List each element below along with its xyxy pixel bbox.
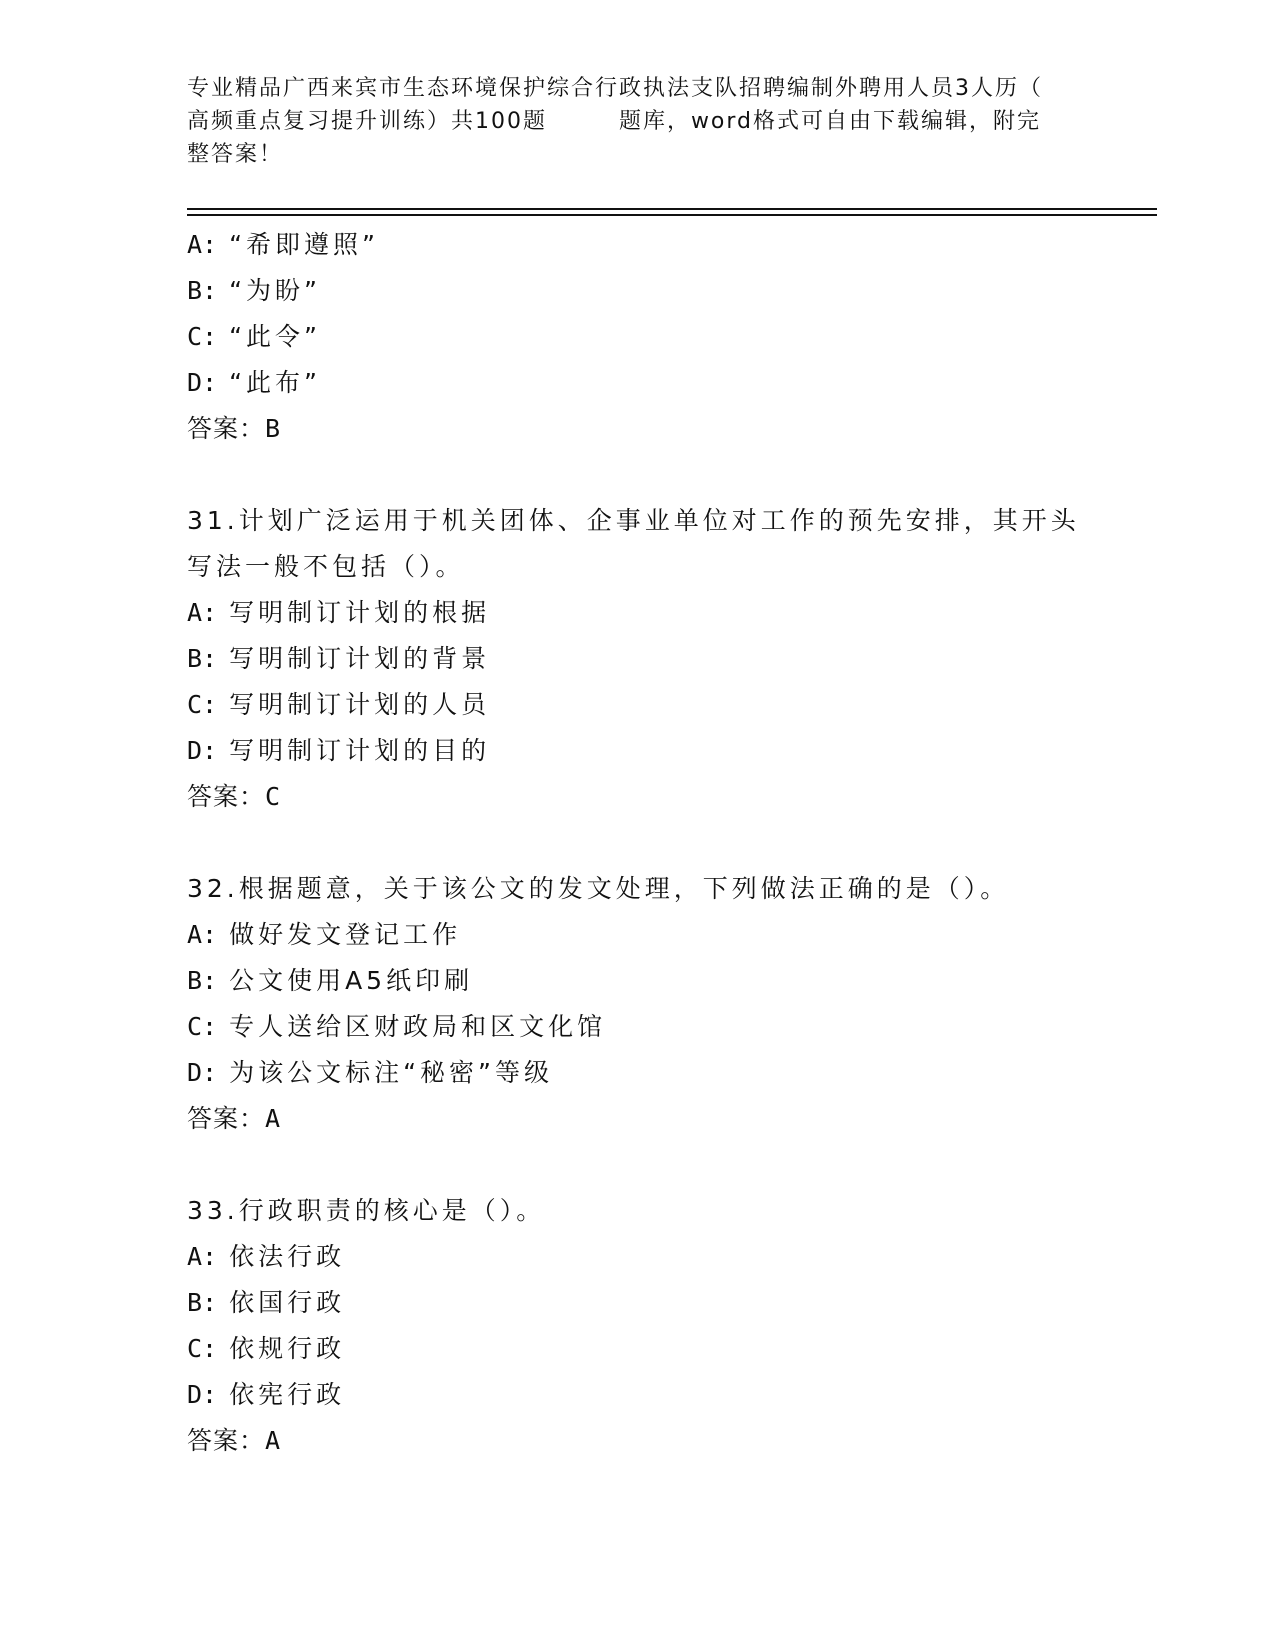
- answer-line: 答案：A: [187, 1104, 282, 1133]
- question-33: [187, 1188, 1107, 1464]
- option-a: A: 依法行政: [187, 1242, 346, 1271]
- option-d: D: 写明制订计划的目的: [187, 736, 491, 765]
- document-title: [187, 72, 1087, 171]
- title-line: 高频重点复习提升训练）共100题 题库，word格式可自由下载编辑，附完: [187, 109, 1042, 134]
- prev-question-block: [187, 222, 1107, 452]
- question-stem: 31.计划广泛运用于机关团体、企事业单位对工作的预先安排，其开头: [187, 506, 1080, 535]
- option-d: D: 依宪行政: [187, 1380, 346, 1409]
- option-a: A: 做好发文登记工作: [187, 920, 462, 949]
- answer-line: 答案：A: [187, 1426, 282, 1455]
- title-line: 整答案！: [187, 142, 284, 167]
- question-32: [187, 866, 1107, 1142]
- option-c: C: 依规行政: [187, 1334, 346, 1363]
- option-c: C: 专人送给区财政局和区文化馆: [187, 1012, 607, 1041]
- question-31: [187, 498, 1107, 820]
- option-a: A: 写明制订计划的根据: [187, 598, 491, 627]
- answer-line: 答案：C: [187, 782, 282, 811]
- option-d: D: 为该公文标注“秘密”等级: [187, 1058, 553, 1087]
- option-d: D: “此布”: [187, 368, 321, 397]
- option-c: C: “此令”: [187, 322, 321, 351]
- title-line: 专业精品广西来宾市生态环境保护综合行政执法支队招聘编制外聘用人员3人历（: [187, 76, 1043, 101]
- option-b: B: 公文使用A5纸印刷: [187, 966, 474, 995]
- option-c: C: 写明制订计划的人员: [187, 690, 491, 719]
- divider-rule: [187, 208, 1157, 210]
- question-stem: 33.行政职责的核心是（）。: [187, 1196, 546, 1225]
- divider-rule: [187, 214, 1157, 216]
- answer-line: 答案：B: [187, 414, 282, 443]
- question-stem: 写法一般不包括（）。: [187, 552, 465, 581]
- option-b: B: 写明制订计划的背景: [187, 644, 491, 673]
- question-stem: 32.根据题意，关于该公文的发文处理，下列做法正确的是（）。: [187, 874, 1010, 903]
- option-b: B: “为盼”: [187, 276, 321, 305]
- question-list: [187, 222, 1107, 1464]
- option-a: A: “希即遵照”: [187, 230, 379, 259]
- option-b: B: 依国行政: [187, 1288, 346, 1317]
